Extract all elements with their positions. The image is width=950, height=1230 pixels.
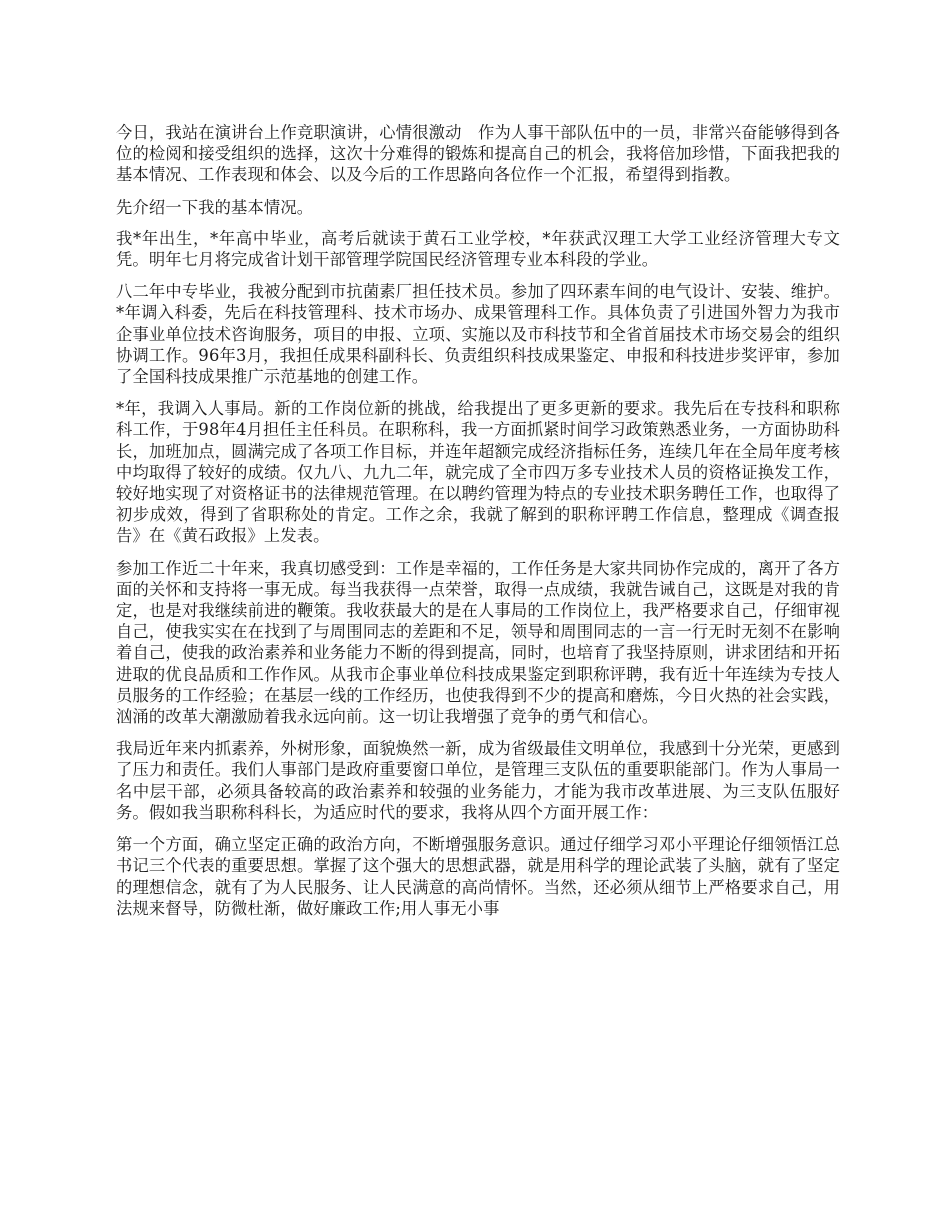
paragraph-opening: 今日，我站在演讲台上作竞职演讲，心情很激动 作为人事干部队伍中的一员，非常兴奋能够得到各位的检阅和接受组织的选择，这次十分难得的锻炼和提高自己的机会，我将倍加珍惜，下面我把我的基本情况、工作表现和体会、以及今后的工作思路向各位作一个汇报，希望得到指教。 [116,123,840,185]
paragraph-personnel-bureau: *年，我调入人事局。新的工作岗位新的挑战，给我提出了更多更新的要求。我先后在专技科和职称科工作，于98年4月担任主任科员。在职称科，我一方面抓紧时间学习政策熟悉业务，一方面协助科长，加班加点，圆满完成了各项工作目标，并连年超额完成经济指标任务，连续几年在全局年度考核中均取得了较好的成绩。仅九八、九九二年，就完成了全市四万多专业技术人员的资格证换发工作，较好地实现了对资格证书的法律规范管理。在以聘约管理为特点的专业技术职务聘任工作，也取得了初步成效，得到了省职称处的肯定。工作之余，我就了解到的职称评聘工作信息，整理成《调查报告》在《黄石政报》上发表。 [116,399,840,546]
document-page [116,122,840,930]
paragraph-plans: 我局近年来内抓素养，外树形象，面貌焕然一新，成为省级最佳文明单位，我感到十分光荣，更感到了压力和责任。我们人事部门是政府重要窗口单位，是管理三支队伍的重要职能部门。作为人事局一名中层干部，必须具备较高的政治素养和较强的业务能力，才能为我市改革进展、为三支队伍服好务。假如我当职称科科长，为适应时代的要求，我将从四个方面开展工作： [116,739,840,822]
paragraph-early-career: 八二年中专毕业，我被分配到市抗菌素厂担任技术员。参加了四环素车间的电气设计、安装、维护。*年调入科委，先后在科技管理科、技术市场办、成果管理科工作。具体负责了引进国外智力为我市企事业单位技术咨询服务，项目的申报、立项、实施以及市科技节和全省首届技术市场交易会的组织协调工作。96年3月，我担任成果科副科长、负责组织科技成果鉴定、申报和科技进步奖评审，参加了全国科技成果推广示范基地的创建工作。 [116,282,840,387]
paragraph-education: 我*年出生，*年高中毕业，高考后就读于黄石工业学校，*年获武汉理工大学工业经济管理大专文凭。明年七月将完成省计划干部管理学院国民经济管理专业本科段的学业。 [116,228,840,270]
paragraph-intro: 先介绍一下我的基本情况。 [116,197,314,217]
paragraph-reflection: 参加工作近二十年来，我真切感受到：工作是幸福的，工作任务是大家共同协作完成的，离开了各方面的关怀和支持将一事无成。每当我获得一点荣誉，取得一点成绩，我就告诫自己，这既是对我的肯定，也是对我继续前进的鞭策。我收获最大的是在人事局的工作岗位上，我严格要求自己，仔细审视自己，使我实实在在找到了与周围同志的差距和不足，领导和周围同志的一言一行无时无刻不在影响着自己，使我的政治素养和业务能力不断的得到提高，同时，也培育了我坚持原则，讲求团结和开拓进取的优良品质和工作作风。从我市企事业单位科技成果鉴定到职称评聘，我有近十年连续为专技人员服务的工作经验；在基层一线的工作经历，也使我得到不少的提高和磨炼，今日火热的社会实践，汹涌的改革大潮激励着我永远向前。这一切让我增强了竞争的勇气和信心。 [116,558,840,727]
paragraph-first-aspect: 第一个方面，确立坚定正确的政治方向，不断增强服务意识。通过仔细学习邓小平理论仔细领悟江总书记三个代表的重要思想。掌握了这个强大的思想武器，就是用科学的理论武装了头脑，就有了坚定的理想信念，就有了为人民服务、让人民满意的高尚情怀。当然，还必须从细节上严格要求自己，用法规来督导，防微杜渐，做好廉政工作;用人事无小事 [116,835,840,918]
